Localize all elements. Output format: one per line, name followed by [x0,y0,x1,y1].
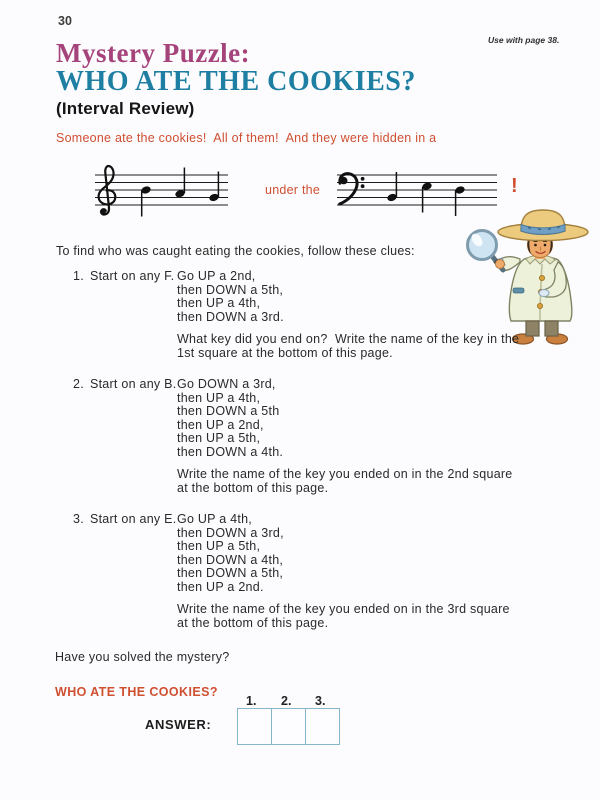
clue-step: then UP a 5th, [177,539,261,553]
clue-followup: at the bottom of this page. [177,480,329,495]
intro-text: Someone ate the cookies! All of them! And they were hidden in a [56,131,437,145]
box-label-2: 2. [281,694,292,708]
clue-item-1 [73,270,543,360]
clue-step: then UP a 4th, [177,390,261,405]
title-line-1: Mystery Puzzle: [56,38,251,68]
bass-clef-icon [340,174,365,204]
clue-followup: 1st square at the bottom of this page. [177,345,393,360]
use-with-note: Use with page 38. [488,35,560,45]
note-B2 [386,172,397,202]
clue-number: 1. [73,269,84,283]
answer-boxes [237,708,340,745]
clue-followup: at the bottom of this page. [177,615,329,630]
under-the-text: under the [265,183,321,197]
exclamation-mark: ! [511,175,518,197]
clue-step: then DOWN a 5th, [177,566,284,580]
clue-followup: What key did you end on? Write the name of the key in the [177,332,520,346]
clue-step: then DOWN a 3rd. [177,309,284,324]
answer-box-3[interactable] [305,708,340,745]
clue-followup: Write the name of the key you ended on in the 3rd square [177,602,510,616]
clue-step: then UP a 2nd, [177,417,264,432]
clue-start: Start on any E. [90,512,177,526]
note-G4 [208,172,219,203]
clue-number: 3. [73,512,84,526]
clue-step: then DOWN a 5th, [177,282,284,297]
clue-step: Go UP a 4th, [177,512,253,526]
answer-box-2[interactable] [271,708,306,745]
subtitle: (Interval Review) [56,99,195,118]
clue-number: 2. [73,377,84,391]
answer-label: ANSWER: [145,717,212,732]
clue-followup: Write the name of the key you ended on in the 2nd square [177,467,513,481]
clue-step: Go UP a 2nd, [177,269,256,283]
detective-hat [498,210,588,241]
box-label-3: 3. [315,694,326,708]
note-B4 [140,185,151,216]
clue-step: then UP a 5th, [177,431,261,445]
who-question: WHO ATE THE COOKIES? [55,685,218,699]
treble-staff [95,166,228,216]
instructions-text: To find who was caught eating the cookies, follow these clues: [56,244,415,258]
clue-start: Start on any F. [90,269,175,283]
solved-question: Have you solved the mystery? [55,650,230,664]
clue-step: then DOWN a 3rd, [177,525,284,540]
answer-box-1[interactable] [237,708,272,745]
clue-start: Start on any B. [90,377,177,391]
title-line-2: WHO ATE THE COOKIES? [56,66,416,97]
clue-step: then DOWN a 4th. [177,444,284,459]
clue-step: then UP a 2nd. [177,579,264,594]
page-number: 30 [58,14,72,28]
clue-step: Go DOWN a 3rd, [177,377,276,391]
clue-item-3 [73,513,543,630]
clue-step: then UP a 4th, [177,296,261,310]
box-label-1: 1. [246,694,257,708]
clue-item-2 [73,378,543,495]
clue-step: then DOWN a 5th [177,404,280,418]
clue-step: then DOWN a 4th, [177,552,284,567]
magnifying-glass-icon [468,231,505,271]
